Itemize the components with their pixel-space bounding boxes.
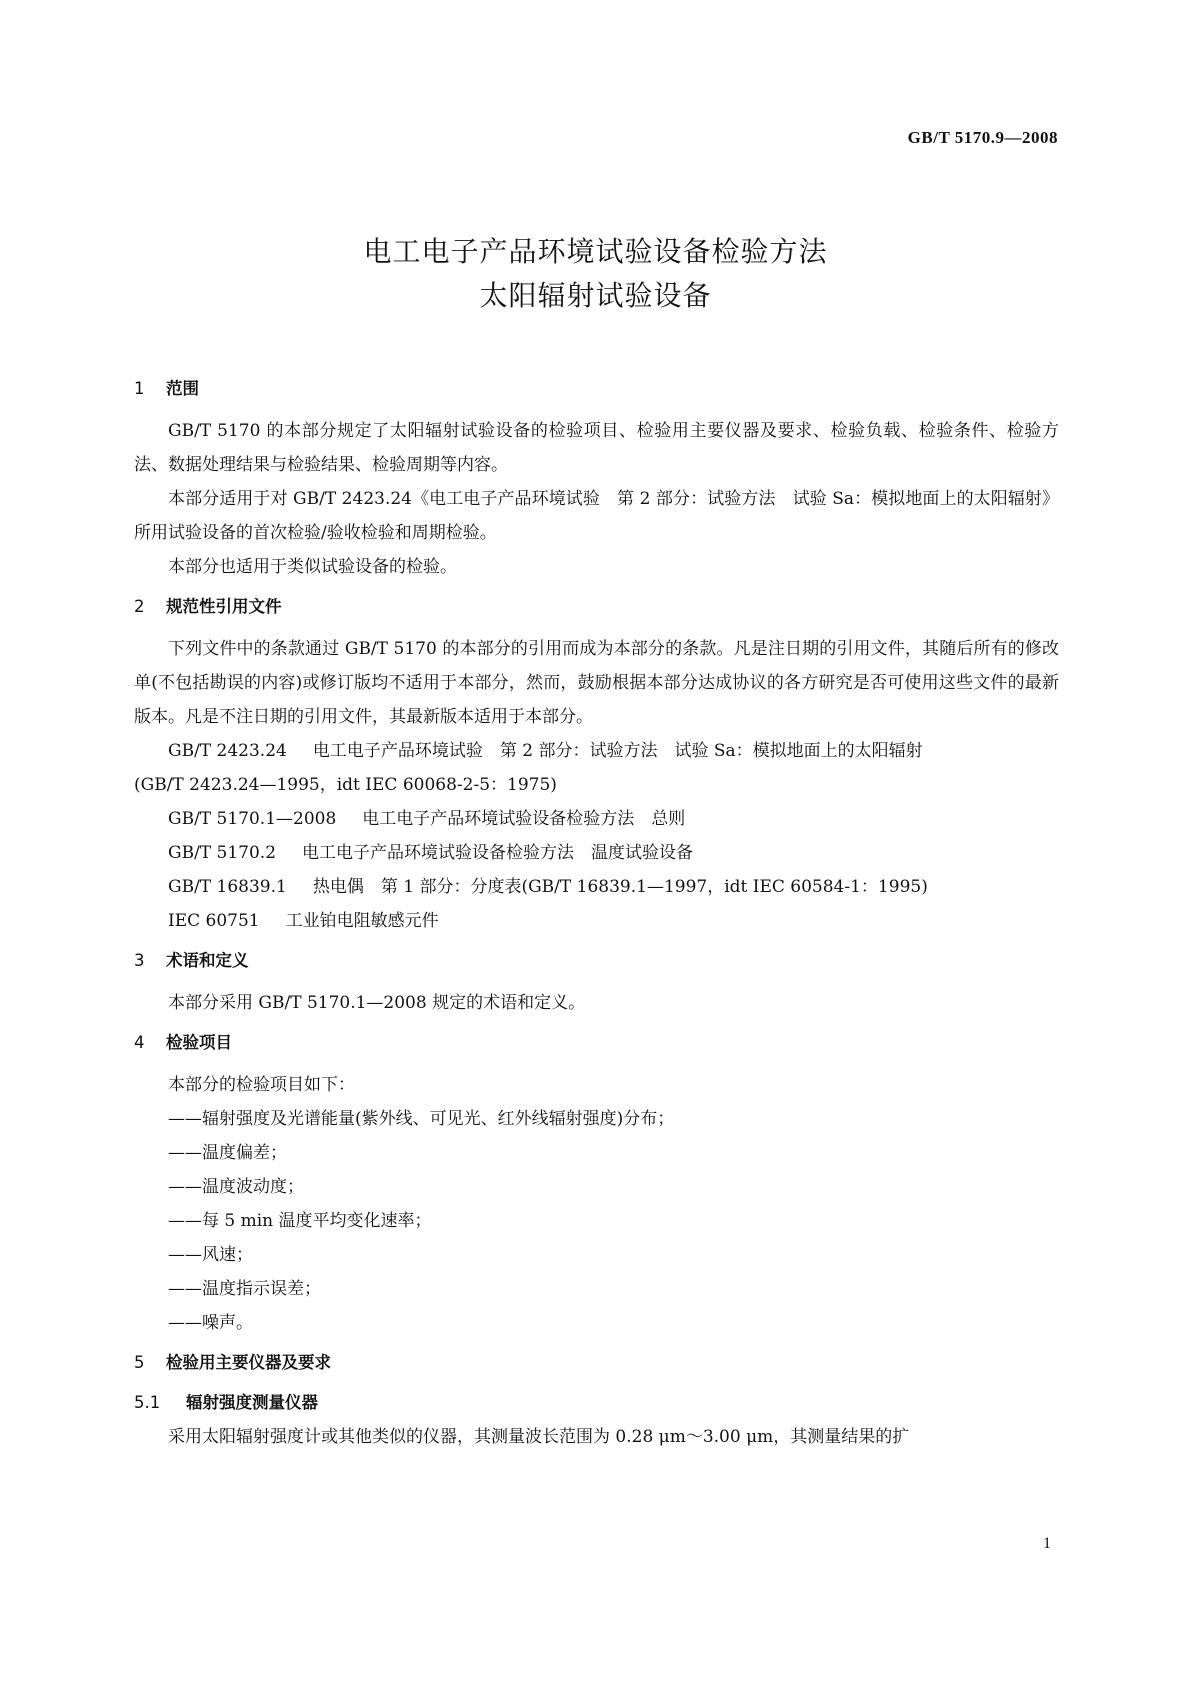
section-title: 规范性引用文件 [166, 597, 282, 616]
subsection-title: 辐射强度测量仪器 [186, 1393, 318, 1412]
standard-number: GB/T 5170.9—2008 [907, 128, 1058, 147]
reference-title: 热电偶 第 1 部分：分度表(GB/T 16839.1—1997，idt IEC 60584-1：1995) [312, 877, 928, 897]
reference-code: IEC 60751 [168, 911, 260, 931]
document-title-line1: 电工电子产品环境试验设备检验方法 [363, 235, 828, 268]
list-item: ——温度波动度； [168, 1177, 304, 1197]
section-title: 范围 [166, 379, 199, 398]
paragraph: 本部分也适用于类似试验设备的检验。 [168, 557, 457, 577]
list-item: ——噪声。 [168, 1313, 253, 1333]
reference-continuation: (GB/T 2423.24—1995，idt IEC 60068-2-5：1975) [134, 775, 557, 795]
section-number: 1 [134, 379, 145, 398]
section-number: 4 [134, 1033, 145, 1052]
paragraph: 本部分采用 GB/T 5170.1—2008 规定的术语和定义。 [168, 993, 586, 1013]
section-number: 3 [134, 951, 145, 970]
reference-code: GB/T 2423.24 [168, 741, 287, 761]
section-heading-3 [134, 944, 1059, 978]
paragraph: GB/T 5170 的本部分规定了太阳辐射试验设备的检验项目、检验用主要仪器及要求、检验负载、检验条件、检验方法、数据处理结果与检验结果、检验周期等内容。 [134, 421, 1059, 475]
list-item: ——风速； [168, 1245, 253, 1265]
list-item: ——温度偏差； [168, 1143, 287, 1163]
section-number: 5 [134, 1353, 145, 1372]
reference-title: 电工电子产品环境试验 第 2 部分：试验方法 试验 Sa：模拟地面上的太阳辐射 [312, 741, 923, 761]
list-item: ——每 5 min 温度平均变化速率； [168, 1211, 432, 1231]
section-heading-2 [134, 590, 1059, 624]
paragraph: 采用太阳辐射强度计或其他类似的仪器，其测量波长范围为 0.28 μm～3.00 μm，其测量结果的扩 [168, 1427, 910, 1447]
section-title: 检验项目 [166, 1033, 232, 1052]
section-title: 术语和定义 [166, 951, 249, 970]
paragraph: 本部分适用于对 GB/T 2423.24《电工电子产品环境试验 第 2 部分：试验方法 试验 Sa：模拟地面上的太阳辐射》所用试验设备的首次检验/验收检验和周期检验。 [134, 489, 1059, 543]
paragraph: 下列文件中的条款通过 GB/T 5170 的本部分的引用而成为本部分的条款。凡是注日期的引用文件，其随后所有的修改单(不包括勘误的内容)或修订版均不适用于本部分，然而，鼓励根据本部分达成协议的各方研究是否可使用这些文件的最新版本。凡是不注日期的引用文件，其最新版本适用于本部分。 [134, 639, 1059, 727]
list-item: ——温度指示误差； [168, 1279, 321, 1299]
page-number: 1 [1043, 1535, 1051, 1552]
document-title-line2: 太阳辐射试验设备 [479, 279, 712, 312]
paragraph: 本部分的检验项目如下： [168, 1075, 355, 1095]
reference-item [134, 870, 1059, 904]
reference-title: 电工电子产品环境试验设备检验方法 总则 [362, 809, 686, 829]
inspection-items-list [134, 1102, 1059, 1340]
subsection-heading-5-1 [134, 1386, 1059, 1420]
subsection-number: 5.1 [134, 1393, 161, 1412]
section-number: 2 [134, 597, 145, 616]
reference-title: 电工电子产品环境试验设备检验方法 温度试验设备 [302, 843, 694, 863]
section-title: 检验用主要仪器及要求 [166, 1353, 331, 1372]
reference-code: GB/T 5170.2 [168, 843, 277, 863]
section-heading-5 [134, 1346, 1059, 1380]
list-item: ——辐射强度及光谱能量(紫外线、可见光、红外线辐射强度)分布； [168, 1109, 675, 1129]
reference-code: GB/T 5170.1—2008 [168, 809, 337, 829]
reference-item [134, 904, 1059, 938]
reference-item [134, 802, 1059, 836]
reference-title: 工业铂电阻敏感元件 [285, 911, 439, 931]
reference-item [134, 734, 1059, 768]
section-heading-4 [134, 1026, 1059, 1060]
document-body [134, 372, 1059, 1454]
reference-code: GB/T 16839.1 [168, 877, 287, 897]
section-heading-1 [134, 372, 1059, 406]
reference-item [134, 836, 1059, 870]
